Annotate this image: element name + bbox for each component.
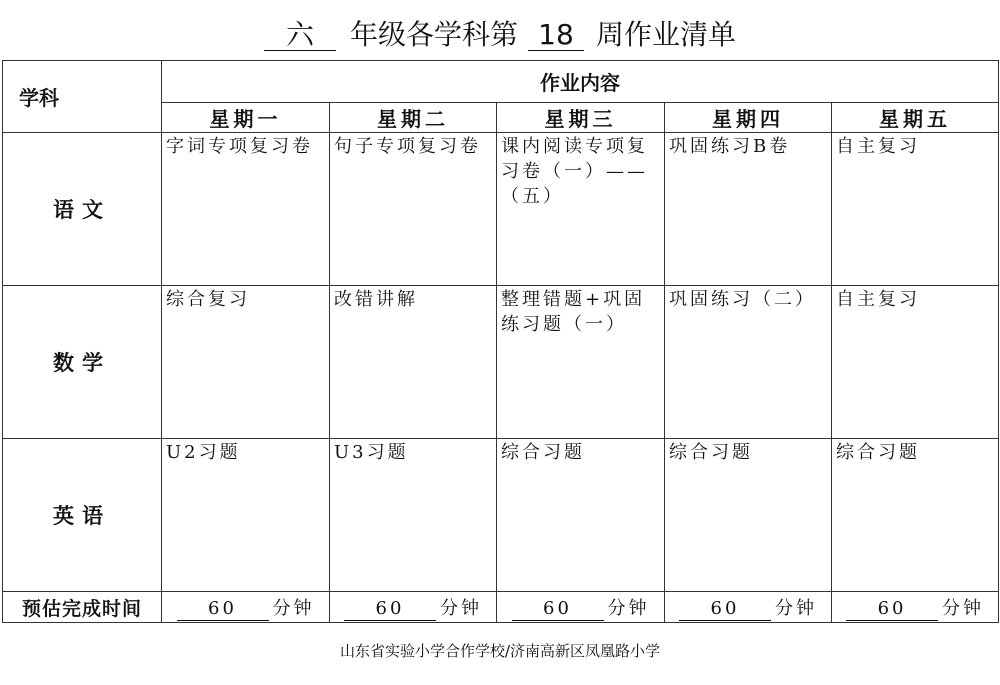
estimate-value: 60 bbox=[512, 598, 604, 621]
estimate-label: 预估完成时间 bbox=[3, 592, 162, 623]
cell-math-mon: 综合复习 bbox=[162, 286, 330, 439]
estimate-thu bbox=[665, 592, 832, 623]
estimate-wed bbox=[497, 592, 665, 623]
cell-chinese-thu: 巩固练习B卷 bbox=[665, 133, 832, 286]
subject-header: 学科 bbox=[3, 61, 162, 133]
cell-english-mon: U2习题 bbox=[162, 439, 330, 592]
cell-english-fri: 综合习题 bbox=[832, 439, 999, 592]
cell-math-thu: 巩固练习（二） bbox=[665, 286, 832, 439]
day-header-wed: 星期三 bbox=[497, 103, 665, 133]
title-week-suffix: 周作业清单 bbox=[596, 18, 737, 51]
estimate-unit: 分钟 bbox=[440, 597, 482, 619]
estimate-unit: 分钟 bbox=[607, 597, 650, 619]
grade-blank: 六 bbox=[264, 20, 336, 51]
estimate-value: 60 bbox=[177, 598, 269, 621]
title-grade-suffix: 年级各学科第 bbox=[349, 18, 518, 51]
estimate-value: 60 bbox=[846, 598, 938, 621]
content-header: 作业内容 bbox=[162, 61, 999, 103]
cell-chinese-fri: 自主复习 bbox=[832, 133, 999, 286]
cell-english-tue: U3习题 bbox=[330, 439, 497, 592]
cell-math-tue: 改错讲解 bbox=[330, 286, 497, 439]
cell-chinese-mon: 字词专项复习卷 bbox=[162, 133, 330, 286]
school-footer: 山东省实验小学合作学校/济南高新区凤凰路小学 bbox=[339, 642, 661, 660]
cell-english-thu: 综合习题 bbox=[665, 439, 832, 592]
table-row-chinese bbox=[3, 133, 999, 286]
cell-chinese-wed: 课内阅读专项复习卷（一）——（五） bbox=[497, 133, 665, 286]
week-blank: 18 bbox=[528, 20, 584, 51]
homework-table bbox=[2, 60, 999, 623]
subject-english: 英语 bbox=[3, 439, 162, 592]
table-row-math bbox=[3, 286, 999, 439]
cell-english-wed: 综合习题 bbox=[497, 439, 665, 592]
subject-math: 数学 bbox=[3, 286, 162, 439]
cell-chinese-tue: 句子专项复习卷 bbox=[330, 133, 497, 286]
estimate-tue bbox=[330, 592, 497, 623]
page-title bbox=[0, 10, 1000, 60]
day-header-tue: 星期二 bbox=[330, 103, 497, 133]
estimate-fri bbox=[832, 592, 999, 623]
day-header-thu: 星期四 bbox=[665, 103, 832, 133]
estimate-unit: 分钟 bbox=[942, 597, 985, 619]
table-row-estimate bbox=[3, 592, 999, 623]
day-header-mon: 星期一 bbox=[162, 103, 330, 133]
estimate-unit: 分钟 bbox=[775, 597, 817, 619]
cell-math-fri: 自主复习 bbox=[832, 286, 999, 439]
estimate-unit: 分钟 bbox=[272, 597, 315, 619]
estimate-value: 60 bbox=[344, 598, 436, 621]
table-row-english bbox=[3, 439, 999, 592]
subject-chinese: 语文 bbox=[3, 133, 162, 286]
cell-math-wed: 整理错题+巩固练习题（一） bbox=[497, 286, 665, 439]
estimate-value: 60 bbox=[679, 598, 771, 621]
estimate-mon bbox=[162, 592, 330, 623]
day-header-fri: 星期五 bbox=[832, 103, 999, 133]
